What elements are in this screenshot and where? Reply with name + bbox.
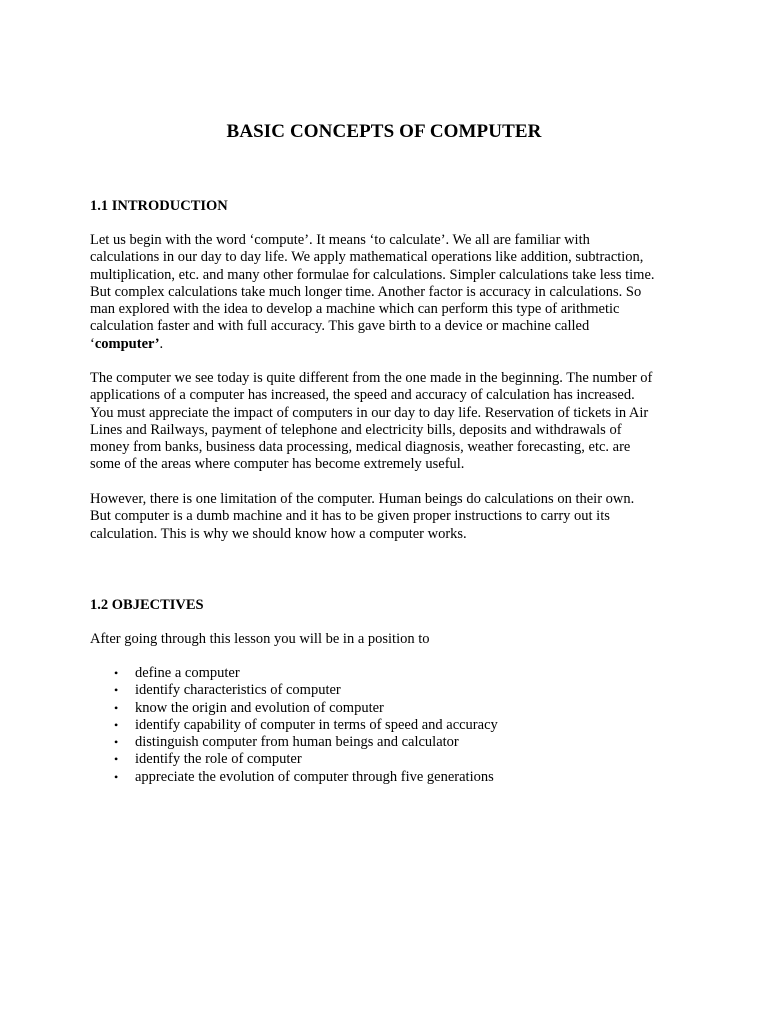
text-line: calculation faster and with full accuracy. This gave birth to a device or machine called	[90, 318, 590, 335]
introduction-paragraph-3	[90, 491, 690, 543]
bullet-icon: •	[114, 717, 119, 732]
text-line: Lines and Railways, payment of telephone and electricity bills, deposits and withdrawals of	[90, 421, 622, 438]
list-item	[90, 717, 498, 734]
text-line: calculations in our day to day life. We apply mathematical operations like addition, subtraction,	[90, 249, 644, 266]
bullet-icon: •	[114, 700, 119, 715]
list-item	[90, 665, 498, 682]
list-item-text: know the origin and evolution of computer	[135, 699, 384, 716]
list-item-text: identify capability of computer in terms of speed and accuracy	[135, 716, 498, 733]
open-quote: ‘	[90, 335, 95, 352]
text-line: However, there is one limitation of the computer. Human beings do calculations on their own.	[90, 491, 635, 507]
bullet-icon: •	[114, 752, 119, 767]
list-item	[90, 700, 498, 717]
section-heading-objectives: 1.2 OBJECTIVES	[90, 597, 204, 613]
bold-term-computer: computer’	[94, 335, 160, 352]
list-item-text: identify characteristics of computer	[135, 682, 341, 699]
list-item-text: identify the role of computer	[135, 751, 302, 768]
text-line: Let us begin with the word ‘compute’. It means ‘to calculate’. We all are familiar with	[90, 232, 590, 248]
text-line: calculation. This is why we should know how a computer works.	[90, 525, 467, 542]
list-item-text: define a computer	[135, 665, 240, 681]
section-heading-introduction: 1.1 INTRODUCTION	[90, 198, 228, 214]
list-item	[90, 769, 498, 786]
list-item-text: distinguish computer from human beings and calculator	[135, 734, 459, 751]
text-line: man explored with the idea to develop a machine which can perform this type of arithmetic	[90, 301, 620, 318]
text-line: But complex calculations take much longer time. Another factor is accuracy in calculations. So	[90, 283, 642, 300]
bullet-icon: •	[114, 735, 119, 750]
list-item	[90, 682, 498, 699]
text-line: multiplication, etc. and many other formulae for calculations. Simpler calculations take less time.	[90, 266, 655, 283]
text-line: The computer we see today is quite different from the one made in the beginning. The number of	[90, 370, 653, 386]
text-line: some of the areas where computer has become extremely useful.	[90, 456, 465, 473]
document-title: BASIC CONCEPTS OF COMPUTER	[226, 121, 542, 142]
list-item	[90, 734, 498, 751]
bullet-icon: •	[114, 666, 119, 680]
bullet-icon: •	[114, 769, 119, 784]
sentence-end: .	[159, 335, 164, 352]
text-line: money from banks, business data processing, medical diagnosis, weather forecasting, etc. are	[90, 439, 631, 456]
list-item	[90, 751, 498, 768]
text-line: But computer is a dumb machine and it has to be given proper instructions to carry out its	[90, 508, 610, 525]
text-line: applications of a computer has increased, the speed and accuracy of calculation has increased.	[90, 387, 635, 404]
text-line: You must appreciate the impact of computers in our day to day life. Reservation of tickets in Air	[90, 404, 649, 421]
text-line	[90, 336, 690, 353]
bullet-icon: •	[114, 683, 119, 698]
introduction-paragraph-1	[90, 232, 690, 353]
list-item-text: appreciate the evolution of computer through five generations	[135, 768, 494, 785]
objectives-intro: After going through this lesson you will be in a position to	[90, 631, 430, 647]
objectives-list	[90, 665, 498, 786]
introduction-paragraph-2	[90, 370, 690, 474]
